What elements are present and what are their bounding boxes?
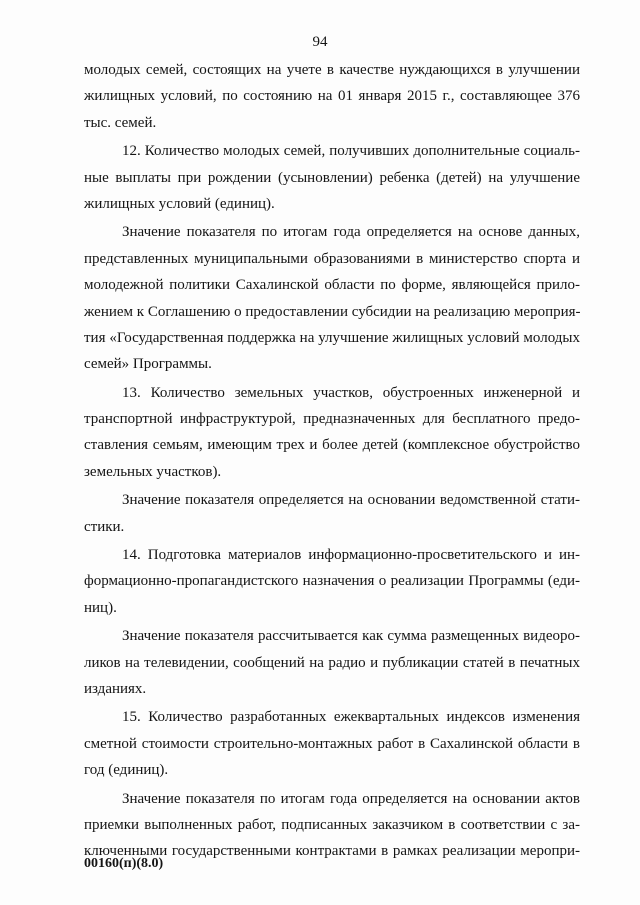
body-text (84, 57, 580, 865)
text-line: семей» Программы. (84, 356, 212, 373)
text-line: ниц). (84, 599, 117, 616)
text-line: жением к Соглашению о предоставлении субсидии на реализацию мероприя- (84, 303, 581, 320)
text-line: молодежной политики Сахалинской области по форме, являющейся прило- (84, 277, 580, 294)
page-number: 94 (312, 34, 328, 50)
text-line: жилищных условий (единиц). (84, 195, 275, 212)
text-line: формационно-пропагандистского назначения о реализации Программы (еди- (84, 573, 580, 590)
paragraph (84, 542, 580, 621)
text-line: сметной стоимости строительно-монтажных работ в Сахалинской области в (84, 735, 580, 752)
text-line: 13. Количество земельных участков, обустроенных инженерной и (122, 384, 580, 401)
text-line: год (единиц). (84, 762, 169, 779)
paragraph (84, 380, 580, 486)
text-line: 15. Количество разработанных ежеквартальных индексов изменения (122, 709, 580, 726)
text-line: представленных муниципальными образованиями в министерство спорта и (84, 250, 580, 267)
text-line: тия «Государственная поддержка на улучшение жилищных условий молодых (84, 329, 580, 346)
text-line: стики. (84, 518, 125, 535)
text-line: земельных участков). (84, 463, 222, 480)
text-line: тыс. семей. (84, 114, 157, 131)
paragraph (84, 623, 580, 702)
text-line: Значение показателя по итогам года определяется на основании актов (122, 790, 580, 807)
text-line: транспортной инфраструктурой, предназначенных для бесплатного предо- (84, 411, 580, 428)
text-line: ключенными государственными контрактами в рамках реализации меропри- (84, 843, 580, 860)
document-code: 00160(п)(8.0) (84, 856, 164, 871)
text-line: приемки выполненных работ, подписанных заказчиком в соответствии с за- (84, 816, 580, 833)
text-line: Значение показателя по итогам года определяется на основе данных, (122, 224, 580, 241)
paragraph (84, 138, 580, 217)
paragraph (84, 219, 580, 377)
text-line: Значение показателя определяется на основании ведомственной стати- (122, 492, 580, 509)
paragraph (84, 704, 580, 783)
text-line: жилищных условий, по состоянию на 01 января 2015 г., составляющее 376 (84, 88, 580, 105)
text-line: 12. Количество молодых семей, получивших дополнительные социаль- (122, 143, 580, 160)
paragraph (84, 786, 580, 865)
text-line: Значение показателя рассчитывается как сумма размещенных видеоро- (122, 628, 580, 645)
text-line: ные выплаты при рождении (усыновлении) ребенка (детей) на улучшение (84, 169, 580, 186)
text-line: изданиях. (84, 680, 147, 697)
paragraph (84, 57, 580, 136)
text-line: 14. Подготовка материалов информационно-просветительского и ин- (122, 547, 580, 564)
text-line: ликов на телевидении, сообщений на радио и публикации статей в печатных (84, 654, 580, 671)
paragraph (84, 487, 580, 540)
text-line: ставления семьям, имеющим трех и более детей (комплексное обустройство (84, 437, 580, 454)
text-line: молодых семей, состоящих на учете в качестве нуждающихся в улучшении (84, 62, 580, 78)
